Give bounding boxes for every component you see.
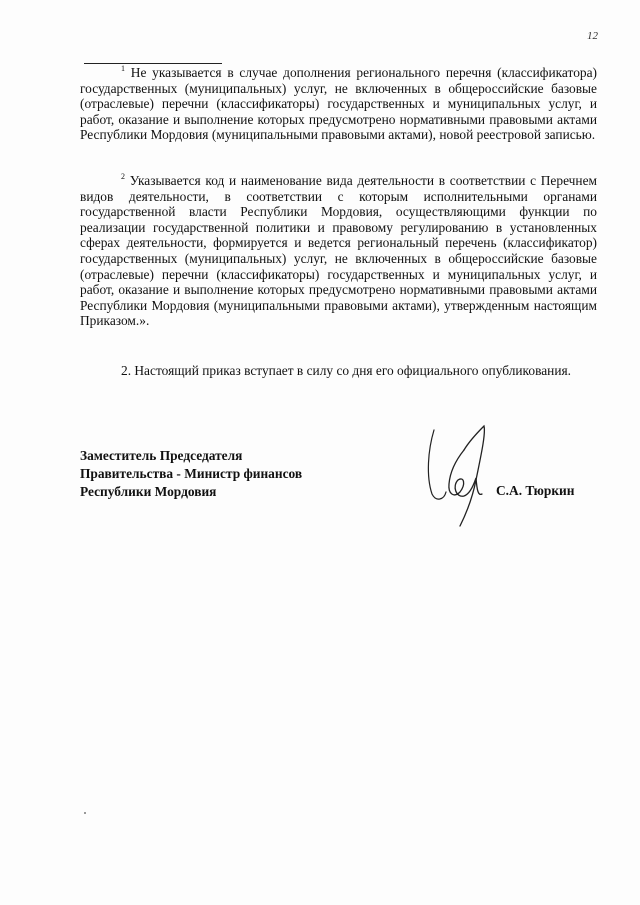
signer-name: С.А. Тюркин [496,483,575,498]
footnote-1-marker: 1 [121,64,125,73]
handwritten-signature [420,420,500,530]
signer-title-line-2: Правительства - Министр финансов [80,466,303,481]
scan-speck [84,812,86,814]
footnote-2 [80,173,597,329]
footnote-2-text: Указывается код и наименование вида деятельности в соответствии с Перечнем видов деятельности, в соответствии с которым исполнительными органами государственной власти Республики Мордовия, осуществляющими функции по реализации государственной политики и правовому регулированию в установленных сферах деятельности, формируется и ведется региональный перечень (классификатор) государственных (муниципальных) услуг, не включенных в общероссийские базовые (отраслевые) перечни (классификаторы) государственных и муниципальных услуг, и работ, оказание и выполнение которых предусмотрено нормативными правовыми актами Республики Мордовия (муниципальными правовыми актами), утвержденным настоящим Приказом.». [80,173,597,329]
footnote-1-text: Не указывается в случае дополнения регионального перечня (классификатора) государственных (муниципальных) услуг, не включенных в общероссийские базовые (отраслевые) перечни (классификаторы) государственных и муниципальных услуг, и работ, оказание и выполнение которых предусмотрено нормативными правовыми актами Республики Мордовия (муниципальными правовыми актами), новой реестровой записью. [80,65,597,143]
order-item-2 [80,363,597,379]
signer-title [80,447,302,501]
signer-title-line-1: Заместитель Председателя [80,448,243,463]
footnote-1 [80,65,597,143]
order-item-2-text: 2. Настоящий приказ вступает в силу со дня его официального опубликования. [121,363,571,378]
signer-title-line-3: Республики Мордовия [80,484,217,499]
footnote-separator [84,63,222,64]
footnote-2-marker: 2 [121,172,125,181]
page-number: 12 [587,30,598,42]
